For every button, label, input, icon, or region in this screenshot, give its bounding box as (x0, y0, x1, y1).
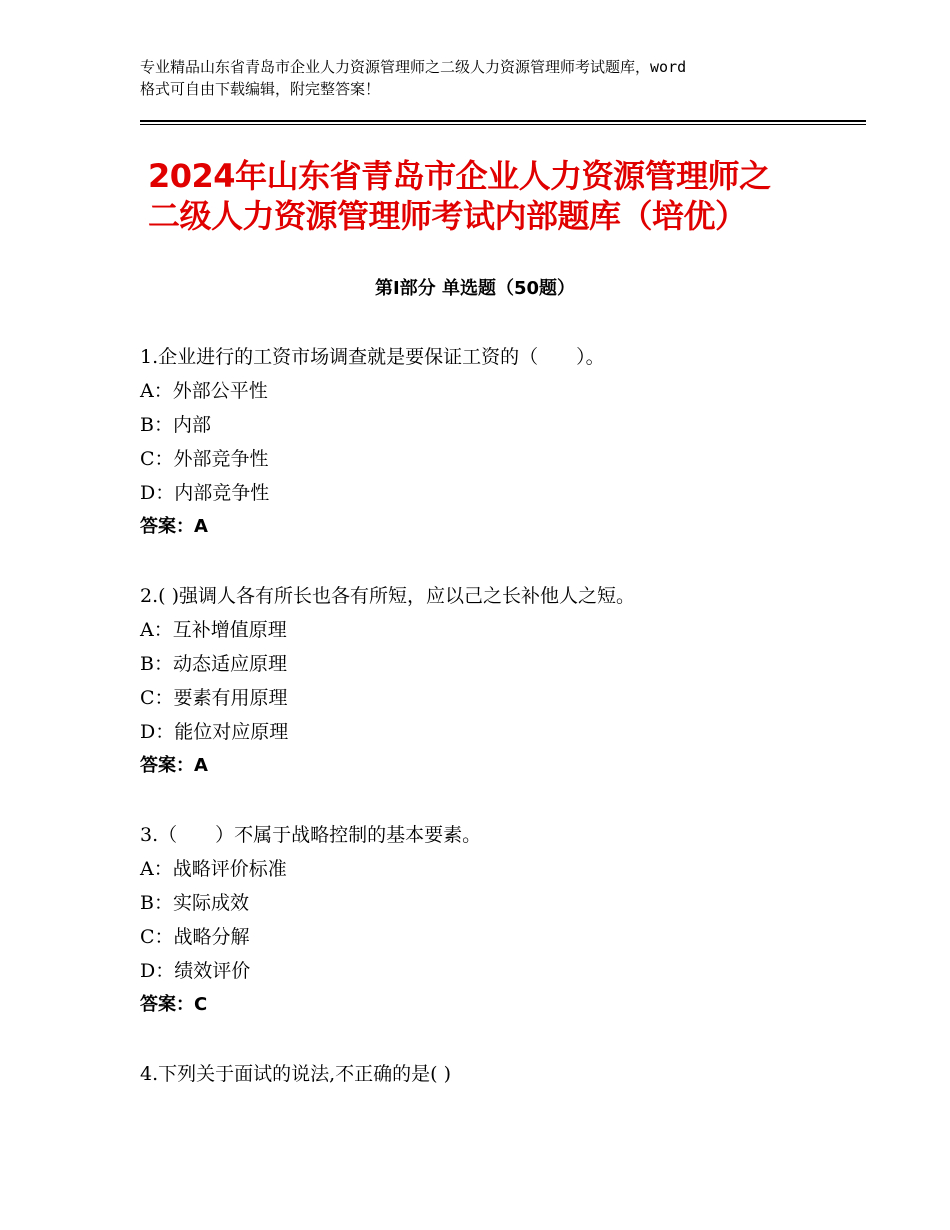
header-note-line-1: 专业精品山东省青岛市企业人力资源管理师之二级人力资源管理师考试题库，word (140, 58, 687, 76)
option-d: D：绩效评价 (140, 960, 251, 982)
question-stem: 1.企业进行的工资市场调查就是要保证工资的（ ）。 (140, 346, 605, 368)
header-divider-thin (140, 124, 866, 125)
document-title-line-1: 2024年山东省青岛市企业人力资源管理师之 (148, 157, 771, 195)
header-divider-thick (140, 120, 866, 122)
option-d: D：内部竞争性 (140, 482, 270, 504)
answer: 答案：A (140, 755, 208, 776)
question-stem: 2.( )强调人各有所长也各有所短，应以己之长补他人之短。 (140, 585, 635, 607)
option-a: A：战略评价标准 (140, 858, 287, 880)
question-2 (140, 579, 860, 783)
question-1 (140, 340, 860, 544)
question-stem: 3.（ ）不属于战略控制的基本要素。 (140, 824, 482, 846)
option-c: C：外部竞争性 (140, 448, 269, 470)
option-a: A：互补增值原理 (140, 619, 287, 641)
question-stem: 4.下列关于面试的说法,不正确的是( ) (140, 1063, 452, 1085)
option-c: C：战略分解 (140, 926, 250, 948)
option-b: B：实际成效 (140, 892, 249, 914)
option-c: C：要素有用原理 (140, 687, 288, 709)
header-note-line-2: 格式可自由下载编辑，附完整答案！ (140, 80, 381, 98)
option-b: B：动态适应原理 (140, 653, 287, 675)
option-a: A：外部公平性 (140, 380, 268, 402)
header-note (140, 56, 820, 100)
option-b: B：内部 (140, 414, 211, 436)
document-title-line-2: 二级人力资源管理师考试内部题库（培优） (148, 197, 747, 235)
option-d: D：能位对应原理 (140, 721, 289, 743)
question-3 (140, 818, 860, 1022)
document-title (148, 156, 848, 236)
answer: 答案：A (140, 516, 208, 537)
question-4 (140, 1057, 860, 1091)
section-title: 第Ⅰ部分 单选题（50题） (374, 278, 575, 299)
answer: 答案：C (140, 994, 208, 1015)
